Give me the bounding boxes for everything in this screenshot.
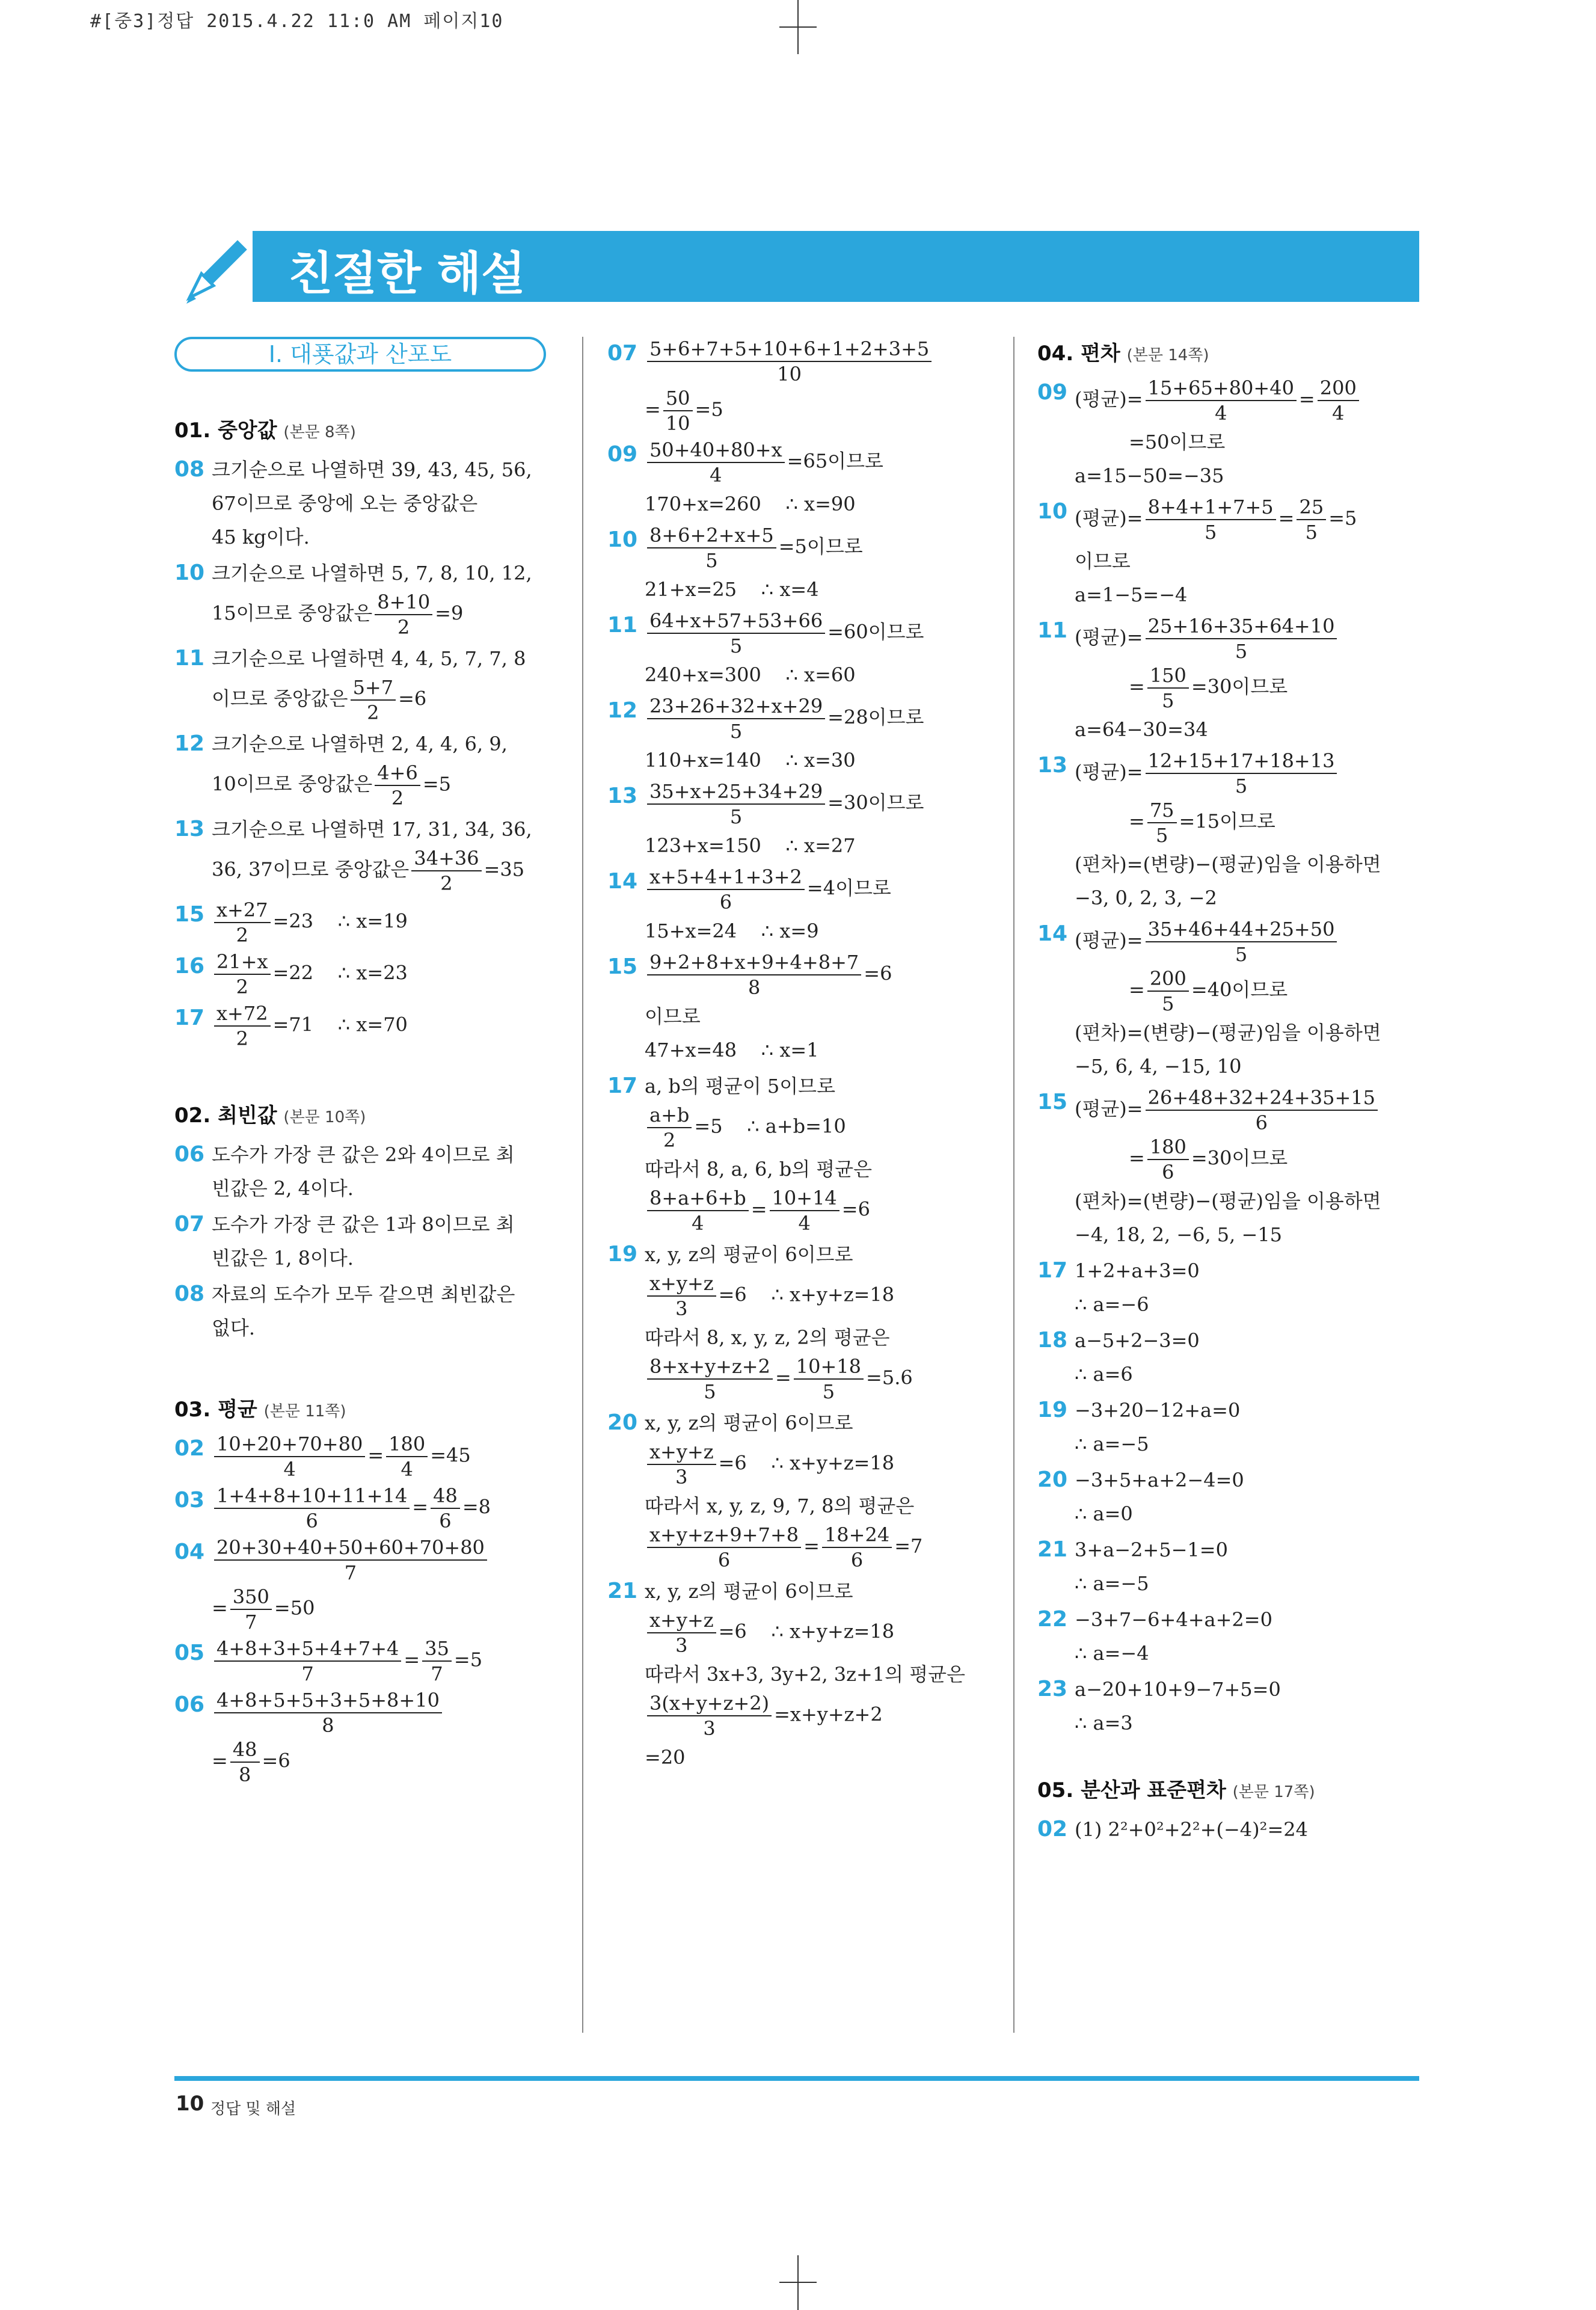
answer-item: 03 $\frac{1+4+8+10+11+14}{6}$ = $\frac{48}{6}$ =8	[174, 1484, 491, 1532]
column-1	[174, 337, 559, 2033]
answer-item: 02 $\frac{10+20+70+80}{4}$ = $\frac{180}{4}$ =45	[174, 1433, 471, 1481]
answer-item: 15 $\frac{9+2+8+x+9+4+8+7}{8}$ =6 이므로 47+x=48 ∴ x=1	[607, 951, 892, 1061]
page-title: 친절한 해설	[289, 247, 526, 300]
section-heading: 01. 중앙값 (본문 8쪽)	[174, 419, 356, 443]
section-heading: 04. 편차 (본문 14쪽)	[1037, 342, 1209, 366]
answer-item: 10 (평균)= $\frac{8+4+1+7+5}{5}$ = $\frac{25}{5}$ =5 이므로 a=1−5=−4	[1037, 496, 1357, 606]
answer-item: 20 −3+5+a+2−4=0 ∴ a=0	[1037, 1467, 1244, 1525]
answer-item: 14 $\frac{x+5+4+1+3+2}{6}$ =4이므로 15+x=24 ∴ x=9	[607, 865, 891, 942]
answer-item: 09 $\frac{50+40+80+x}{4}$ =65이므로 170+x=260 ∴ x=90	[607, 438, 883, 515]
column-divider	[1013, 337, 1014, 2033]
column-2	[607, 337, 992, 2033]
answer-item: 17 1+2+a+3=0 ∴ a=−6	[1037, 1258, 1200, 1316]
answer-item: 07 도수가 가장 큰 값은 1과 8이므로 최 빈값은 1, 8이다.	[174, 1212, 515, 1270]
answer-item: 06 $\frac{4+8+5+5+3+5+8+10}{8}$ = $\frac{48}{8}$ =6	[174, 1688, 559, 1787]
answer-item: 14 (평균)= $\frac{35+46+44+25+50}{5}$ = $\frac{200}{5}$ =40이므로 (편차)=(변량)−(평균)임을 이용하면 −5, 6, 4, −15, 10	[1037, 918, 1381, 1078]
answer-item: 11 (평균)= $\frac{25+16+35+64+10}{5}$ = $\frac{150}{5}$ =30이므로 a=64−30=34	[1037, 614, 1434, 746]
footer-label: 정답 및 해설	[210, 2100, 296, 2118]
answer-item: 23 a−20+10+9−7+5=0 ∴ a=3	[1037, 1677, 1281, 1734]
answer-item: 16 $\frac{21+x}{2}$ =22 ∴ x=23	[174, 950, 408, 998]
answer-item: 21 3+a−2+5−1=0 ∴ a=−5	[1037, 1537, 1228, 1595]
answer-item: 12 크기순으로 나열하면 2, 4, 4, 6, 9, 10이므로 중앙값은 $\frac{4+6}{2}$ =5	[174, 731, 508, 809]
page-number: 10	[176, 2092, 204, 2116]
chapter-heading: Ⅰ. 대푯값과 산포도	[174, 337, 546, 372]
answer-item: 22 −3+7−6+4+a+2=0 ∴ a=−4	[1037, 1607, 1272, 1665]
answer-item: 13 (평균)= $\frac{12+15+17+18+13}{5}$ = $\frac{75}{5}$ =15이므로 (편차)=(변량)−(평균)임을 이용하면 −3, 0, 2, 3, −2	[1037, 749, 1381, 909]
answer-item: 19 −3+20−12+a=0 ∴ a=−5	[1037, 1398, 1241, 1455]
print-slug: #[중3]정답 2015.4.22 11:0 AM 페이지10	[90, 11, 504, 32]
answer-item: 02 (1) 2²+0²+2²+(−4)²=24	[1037, 1817, 1308, 1842]
answer-item: 05 $\frac{4+8+3+5+4+7+4}{7}$ = $\frac{35}{7}$ =5	[174, 1637, 483, 1685]
answer-item: 20 x, y, z의 평균이 6이므로 $\frac{x+y+z}{3}$ =6 ∴ x+y+z=18 따라서 x, y, z, 9, 7, 8의 평균은 $\frac{x+y+z+9+7+8}{6}$ = $\frac{18+24}{6}$ =7	[607, 1410, 923, 1571]
answer-item: 06 도수가 가장 큰 값은 2와 4이므로 최 빈값은 2, 4이다.	[174, 1142, 515, 1200]
answer-item: 17 a, b의 평균이 5이므로 $\frac{a+b}{2}$ =5 ∴ a+b=10 따라서 8, a, 6, b의 평균은 $\frac{8+a+6+b}{4}$ = $\frac{10+14}{4}$ =6	[607, 1074, 873, 1235]
section-heading: 03. 평균 (본문 11쪽)	[174, 1398, 346, 1422]
column-divider	[582, 337, 583, 2033]
answer-item: 15 $\frac{x+27}{2}$ =23 ∴ x=19	[174, 899, 408, 947]
answer-item: 15 (평균)= $\frac{26+48+32+24+35+15}{6}$ = $\frac{180}{6}$ =30이므로 (편차)=(변량)−(평균)임을 이용하면 −4, 18, 2, −6, 5, −15	[1037, 1086, 1381, 1246]
answer-item: 18 a−5+2−3=0 ∴ a=6	[1037, 1328, 1200, 1386]
answer-item: 11 $\frac{64+x+57+53+66}{5}$ =60이므로 240+x=300 ∴ x=60	[607, 609, 924, 686]
answer-item: 10 크기순으로 나열하면 5, 7, 8, 10, 12, 15이므로 중앙값은 $\frac{8+10}{2}$ =9	[174, 561, 532, 639]
pencil-icon	[180, 226, 259, 310]
answer-item: 10 $\frac{8+6+2+x+5}{5}$ =5이므로 21+x=25 ∴ x=4	[607, 524, 863, 601]
section-heading: 02. 최빈값 (본문 10쪽)	[174, 1104, 366, 1128]
answer-item: 13 크기순으로 나열하면 17, 31, 34, 36, 36, 37이므로 중앙값은 $\frac{34+36}{2}$ =35	[174, 817, 532, 895]
column-3	[1037, 337, 1434, 2033]
answer-item: 11 크기순으로 나열하면 4, 4, 5, 7, 7, 8 이므로 중앙값은 $\frac{5+7}{2}$ =6	[174, 646, 526, 724]
answer-item: 08 크기순으로 나열하면 39, 43, 45, 56, 67이므로 중앙에 오는 중앙값은 45 kg이다.	[174, 457, 532, 548]
crop-mark	[779, 26, 817, 28]
answer-item: 04 $\frac{20+30+40+50+60+70+80}{7}$ = $\frac{350}{7}$ =50	[174, 1535, 559, 1634]
answer-item: 12 $\frac{23+26+32+x+29}{5}$ =28이므로 110+x=140 ∴ x=30	[607, 695, 924, 772]
answer-item: 09 (평균)= $\frac{15+65+80+40}{4}$ = $\frac{200}{4}$ =50이므로 a=15−50=−35	[1037, 376, 1434, 493]
answer-item: 19 x, y, z의 평균이 6이므로 $\frac{x+y+z}{3}$ =6 ∴ x+y+z=18 따라서 8, x, y, z, 2의 평균은 $\frac{8+x+y+z+2}{5}$ = $\frac{10+18}{5}$ =5.6	[607, 1242, 913, 1403]
answer-item: 13 $\frac{35+x+25+34+29}{5}$ =30이므로 123+x=150 ∴ x=27	[607, 780, 924, 857]
answer-item: 17 $\frac{x+72}{2}$ =71 ∴ x=70	[174, 1002, 408, 1050]
answer-item: 07 $\frac{5+6+7+5+10+6+1+2+3+5}{10}$ = $\frac{50}{10}$ =5	[607, 337, 992, 435]
footer-rule	[174, 2076, 1419, 2081]
crop-mark	[779, 2282, 817, 2283]
answer-item: 21 x, y, z의 평균이 6이므로 $\frac{x+y+z}{3}$ =6 ∴ x+y+z=18 따라서 3x+3, 3y+2, 3z+1의 평균은 $\frac{3(x+y+z+2)}{3}$ =x+y+z+2 =20	[607, 1579, 965, 1769]
answer-item: 08 자료의 도수가 모두 같으면 최빈값은 없다.	[174, 1282, 515, 1339]
section-heading: 05. 분산과 표준편차 (본문 17쪽)	[1037, 1778, 1315, 1802]
